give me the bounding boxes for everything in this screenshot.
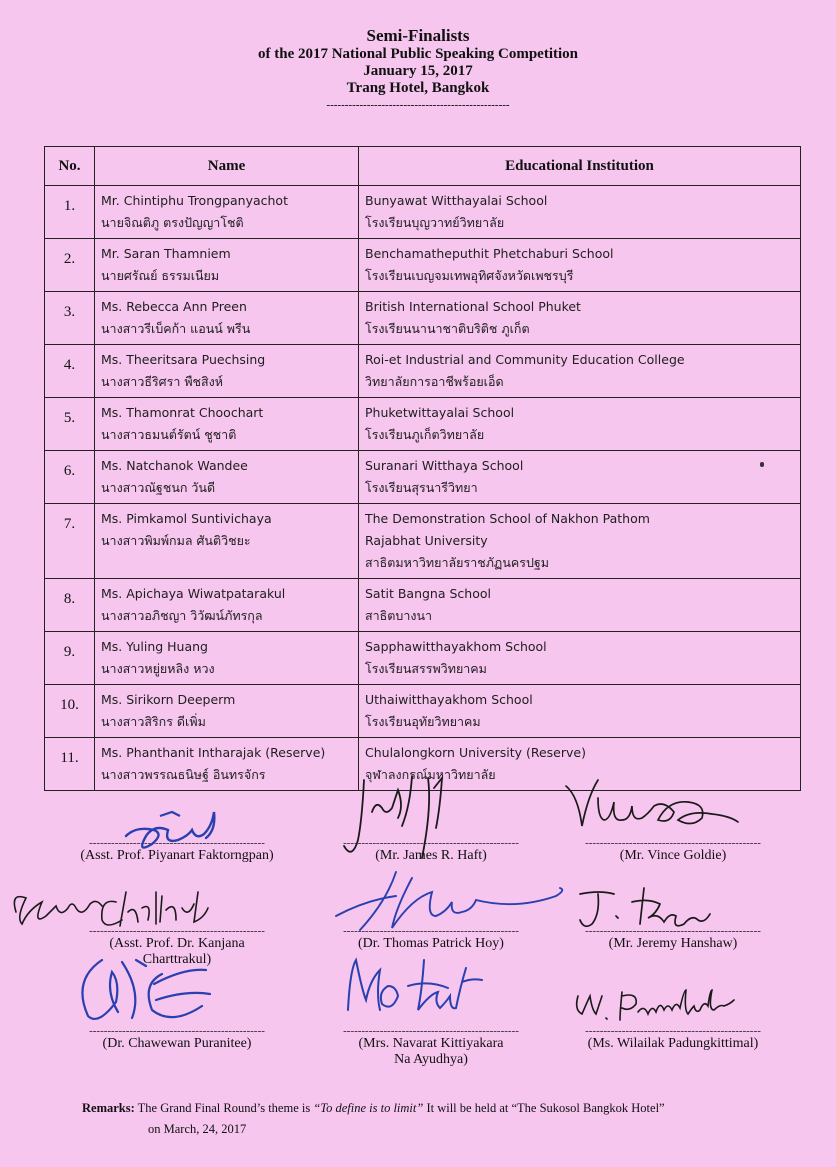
signature-block-7: ------------------------------------------------ (Dr. Chawewan Puranitee) <box>62 1026 292 1052</box>
participant-name-th: นางสาวรีเบ็คก้า แอนน์ พรีน <box>101 321 251 336</box>
institution-line: Sapphawitthayakhom School <box>365 639 547 654</box>
institution-line: โรงเรียนเบญจมเทพอุทิศจังหวัดเพชรบุรี <box>365 268 574 283</box>
signature-block-4: ------------------------------------------------ (Asst. Prof. Dr. Kanjana Charttrakul) <box>62 926 292 968</box>
row-number: 7. <box>45 504 95 579</box>
institution-cell <box>359 398 801 451</box>
participant-name-cell <box>95 239 359 292</box>
participant-name-en: Ms. Natchanok Wandee <box>101 458 248 473</box>
signatory-name-9: (Ms. Wilailak Padungkittimal) <box>587 1036 759 1051</box>
institution-cell <box>359 292 801 345</box>
document-header <box>0 26 836 111</box>
signature-image-6 <box>558 882 788 942</box>
participant-name-th: นางสาวณัฐชนก วันดี <box>101 480 216 495</box>
institution-line: Phuketwittayalai School <box>365 405 515 420</box>
institution-line: Uthaiwitthayakhom School <box>365 692 533 707</box>
table-row <box>45 345 801 398</box>
signature-block-6: ------------------------------------------------ (Mr. Jeremy Hanshaw) <box>558 926 788 952</box>
participant-name-en: Ms. Phanthanit Intharajak (Reserve) <box>101 745 326 760</box>
ink-speck <box>760 462 764 467</box>
institution-cell <box>359 186 801 239</box>
institution-line: โรงเรียนอุทัยวิทยาคม <box>365 714 481 729</box>
participant-name-cell <box>95 398 359 451</box>
signature-image-8 <box>316 946 546 1036</box>
signature-image-9 <box>558 984 788 1044</box>
signature-block-8: ------------------------------------------------ (Mrs. Navarat Kittiyakara Na Ayudhya) <box>316 1026 546 1068</box>
signatory-name-4a: (Asst. Prof. Dr. Kanjana <box>109 936 245 951</box>
institution-line: โรงเรียนภูเก็ตวิทยาลัย <box>365 427 485 442</box>
remarks-label: Remarks: <box>82 1101 135 1115</box>
participant-name-th: นายจิณติภู ตรงปัญญาโชติ <box>101 215 244 230</box>
institution-cell <box>359 632 801 685</box>
participant-name-en: Ms. Pimkamol Suntivichaya <box>101 511 272 526</box>
table-row <box>45 239 801 292</box>
institution-line: วิทยาลัยการอาชีพร้อยเอ็ด <box>365 374 504 389</box>
participant-name-cell <box>95 685 359 738</box>
table-row <box>45 632 801 685</box>
participant-name-th: นางสาวอภิชญา วิวัฒน์ภัทรกุล <box>101 608 263 623</box>
institution-line: โรงเรียนสุรนารีวิทยา <box>365 480 478 495</box>
participant-name-en: Ms. Yuling Huang <box>101 639 208 654</box>
row-number: 10. <box>45 685 95 738</box>
signatory-name-7: (Dr. Chawewan Puranitee) <box>102 1036 252 1051</box>
signature-image-4 <box>6 882 266 952</box>
institution-cell <box>359 685 801 738</box>
table-row <box>45 451 801 504</box>
table-header-row <box>45 147 801 186</box>
doc-title: Semi-Finalists <box>366 26 470 45</box>
institution-cell <box>359 239 801 292</box>
participant-name-th: นางสาวสิริกร ดีเพิ่ม <box>101 714 206 729</box>
row-number: 2. <box>45 239 95 292</box>
participant-name-cell <box>95 345 359 398</box>
participant-name-cell <box>95 451 359 504</box>
institution-line: โรงเรียนบุญวาทย์วิทยาลัย <box>365 215 505 230</box>
table-row <box>45 398 801 451</box>
institution-line: The Demonstration School of Nakhon Pathom <box>365 511 650 526</box>
participant-name-en: Ms. Rebecca Ann Preen <box>101 299 247 314</box>
participant-name-th: นางสาวหยู่ยหลิง หวง <box>101 661 215 676</box>
row-number: 1. <box>45 186 95 239</box>
col-header-name: Name <box>95 147 359 186</box>
row-number: 9. <box>45 632 95 685</box>
participant-name-cell <box>95 504 359 579</box>
participant-name-th: นางสาวพิมพ์กมล ศันติวิชยะ <box>101 533 251 548</box>
row-number: 6. <box>45 451 95 504</box>
institution-line: Chulalongkorn University (Reserve) <box>365 745 586 760</box>
institution-line: Satit Bangna School <box>365 586 491 601</box>
signature-block-9: ------------------------------------------------ (Ms. Wilailak Padungkittimal) <box>558 1026 788 1052</box>
institution-line: British International School Phuket <box>365 299 581 314</box>
signature-section <box>0 780 836 1120</box>
semifinalist-table <box>44 146 801 791</box>
signature-block-1: ------------------------------------------------ (Asst. Prof. Piyanart Faktorngpan) <box>62 838 292 864</box>
institution-cell <box>359 579 801 632</box>
signature-image-1 <box>62 786 292 866</box>
signatory-name-4b: Charttrakul) <box>142 952 212 967</box>
remarks-theme: “To define is to limit” <box>313 1101 424 1115</box>
signatory-name-2: (Mr. James R. Haft) <box>375 848 487 863</box>
institution-line: สาธิตมหาวิทยาลัยราชภัฏนครปฐม <box>365 555 550 570</box>
participant-name-en: Ms. Thamonrat Choochart <box>101 405 264 420</box>
signatory-name-6: (Mr. Jeremy Hanshaw) <box>608 936 738 951</box>
participant-name-en: Ms. Apichaya Wiwatpatarakul <box>101 586 286 601</box>
signatory-name-8a: (Mrs. Navarat Kittiyakara <box>358 1036 504 1051</box>
participant-name-th: นางสาวธีริศรา พืชสิงห์ <box>101 374 224 389</box>
institution-line: โรงเรียนสรรพวิทยาคม <box>365 661 487 676</box>
row-number: 4. <box>45 345 95 398</box>
signature-image-7 <box>62 950 292 1040</box>
institution-line: สาธิตบางนา <box>365 608 433 623</box>
table-row <box>45 186 801 239</box>
doc-date: January 15, 2017 <box>363 63 473 79</box>
signatory-name-1: (Asst. Prof. Piyanart Faktorngpan) <box>80 848 274 863</box>
institution-line: โรงเรียนนานาชาติบริติช ภูเก็ต <box>365 321 530 336</box>
doc-venue: Trang Hotel, Bangkok <box>346 80 490 96</box>
remarks-text-1: The Grand Final Round’s theme is <box>134 1101 314 1115</box>
participant-name-cell <box>95 579 359 632</box>
participant-name-th: นายศรัณย์ ธรรมเนียม <box>101 268 220 283</box>
institution-cell <box>359 504 801 579</box>
remarks-line-1 <box>82 1098 802 1119</box>
table-row <box>45 685 801 738</box>
remarks-line-2: on March, 24, 2017 <box>148 1122 247 1136</box>
table-row <box>45 292 801 345</box>
signature-block-5: ------------------------------------------------ (Dr. Thomas Patrick Hoy) <box>316 926 546 952</box>
institution-cell <box>359 451 801 504</box>
col-header-no: No. <box>45 147 95 186</box>
remarks-text-2: It will be held at “The Sukosol Bangkok Hotel” <box>423 1101 665 1115</box>
participant-name-en: Mr. Saran Thamniem <box>101 246 231 261</box>
row-number: 3. <box>45 292 95 345</box>
signature-image-3 <box>558 772 788 852</box>
institution-line: Suranari Witthaya School <box>365 458 524 473</box>
participant-name-en: Ms. Theeritsara Puechsing <box>101 352 266 367</box>
table-row <box>45 504 801 579</box>
participant-name-cell <box>95 186 359 239</box>
signature-block-2: ------------------------------------------------ (Mr. James R. Haft) <box>316 838 546 864</box>
institution-line: Roi-et Industrial and Community Education College <box>365 352 685 367</box>
signatory-name-3: (Mr. Vince Goldie) <box>619 848 727 863</box>
remarks-block <box>82 1098 802 1140</box>
institution-line: Benchamatheputhit Phetchaburi School <box>365 246 614 261</box>
participant-name-en: Mr. Chintiphu Trongpanyachot <box>101 193 288 208</box>
doc-subtitle: of the 2017 National Public Speaking Competition <box>257 46 579 62</box>
signature-image-5 <box>316 866 576 946</box>
participant-name-cell <box>95 632 359 685</box>
header-rule: -------------------------------------------------- <box>326 99 510 111</box>
participant-name-th: นางสาวธมนต์รัตน์ ชูชาติ <box>101 427 237 442</box>
institution-cell <box>359 345 801 398</box>
table-row <box>45 579 801 632</box>
signature-block-3: ------------------------------------------------ (Mr. Vince Goldie) <box>558 838 788 864</box>
col-header-institution: Educational Institution <box>359 147 801 186</box>
participant-name-th: นางสาวพรรณธนิษฐ์ อินทรจักร <box>101 767 266 782</box>
signatory-name-8b: Na Ayudhya) <box>394 1052 468 1067</box>
institution-line: Bunyawat Witthayalai School <box>365 193 548 208</box>
signatory-name-5: (Dr. Thomas Patrick Hoy) <box>358 936 504 951</box>
institution-line: Rajabhat University <box>365 533 488 548</box>
participant-name-en: Ms. Sirikorn Deeperm <box>101 692 236 707</box>
row-number: 5. <box>45 398 95 451</box>
institution-line: จุฬาลงกรณ์มหาวิทยาลัย <box>365 767 496 782</box>
row-number: 11. <box>45 738 95 791</box>
participant-name-cell <box>95 292 359 345</box>
row-number: 8. <box>45 579 95 632</box>
